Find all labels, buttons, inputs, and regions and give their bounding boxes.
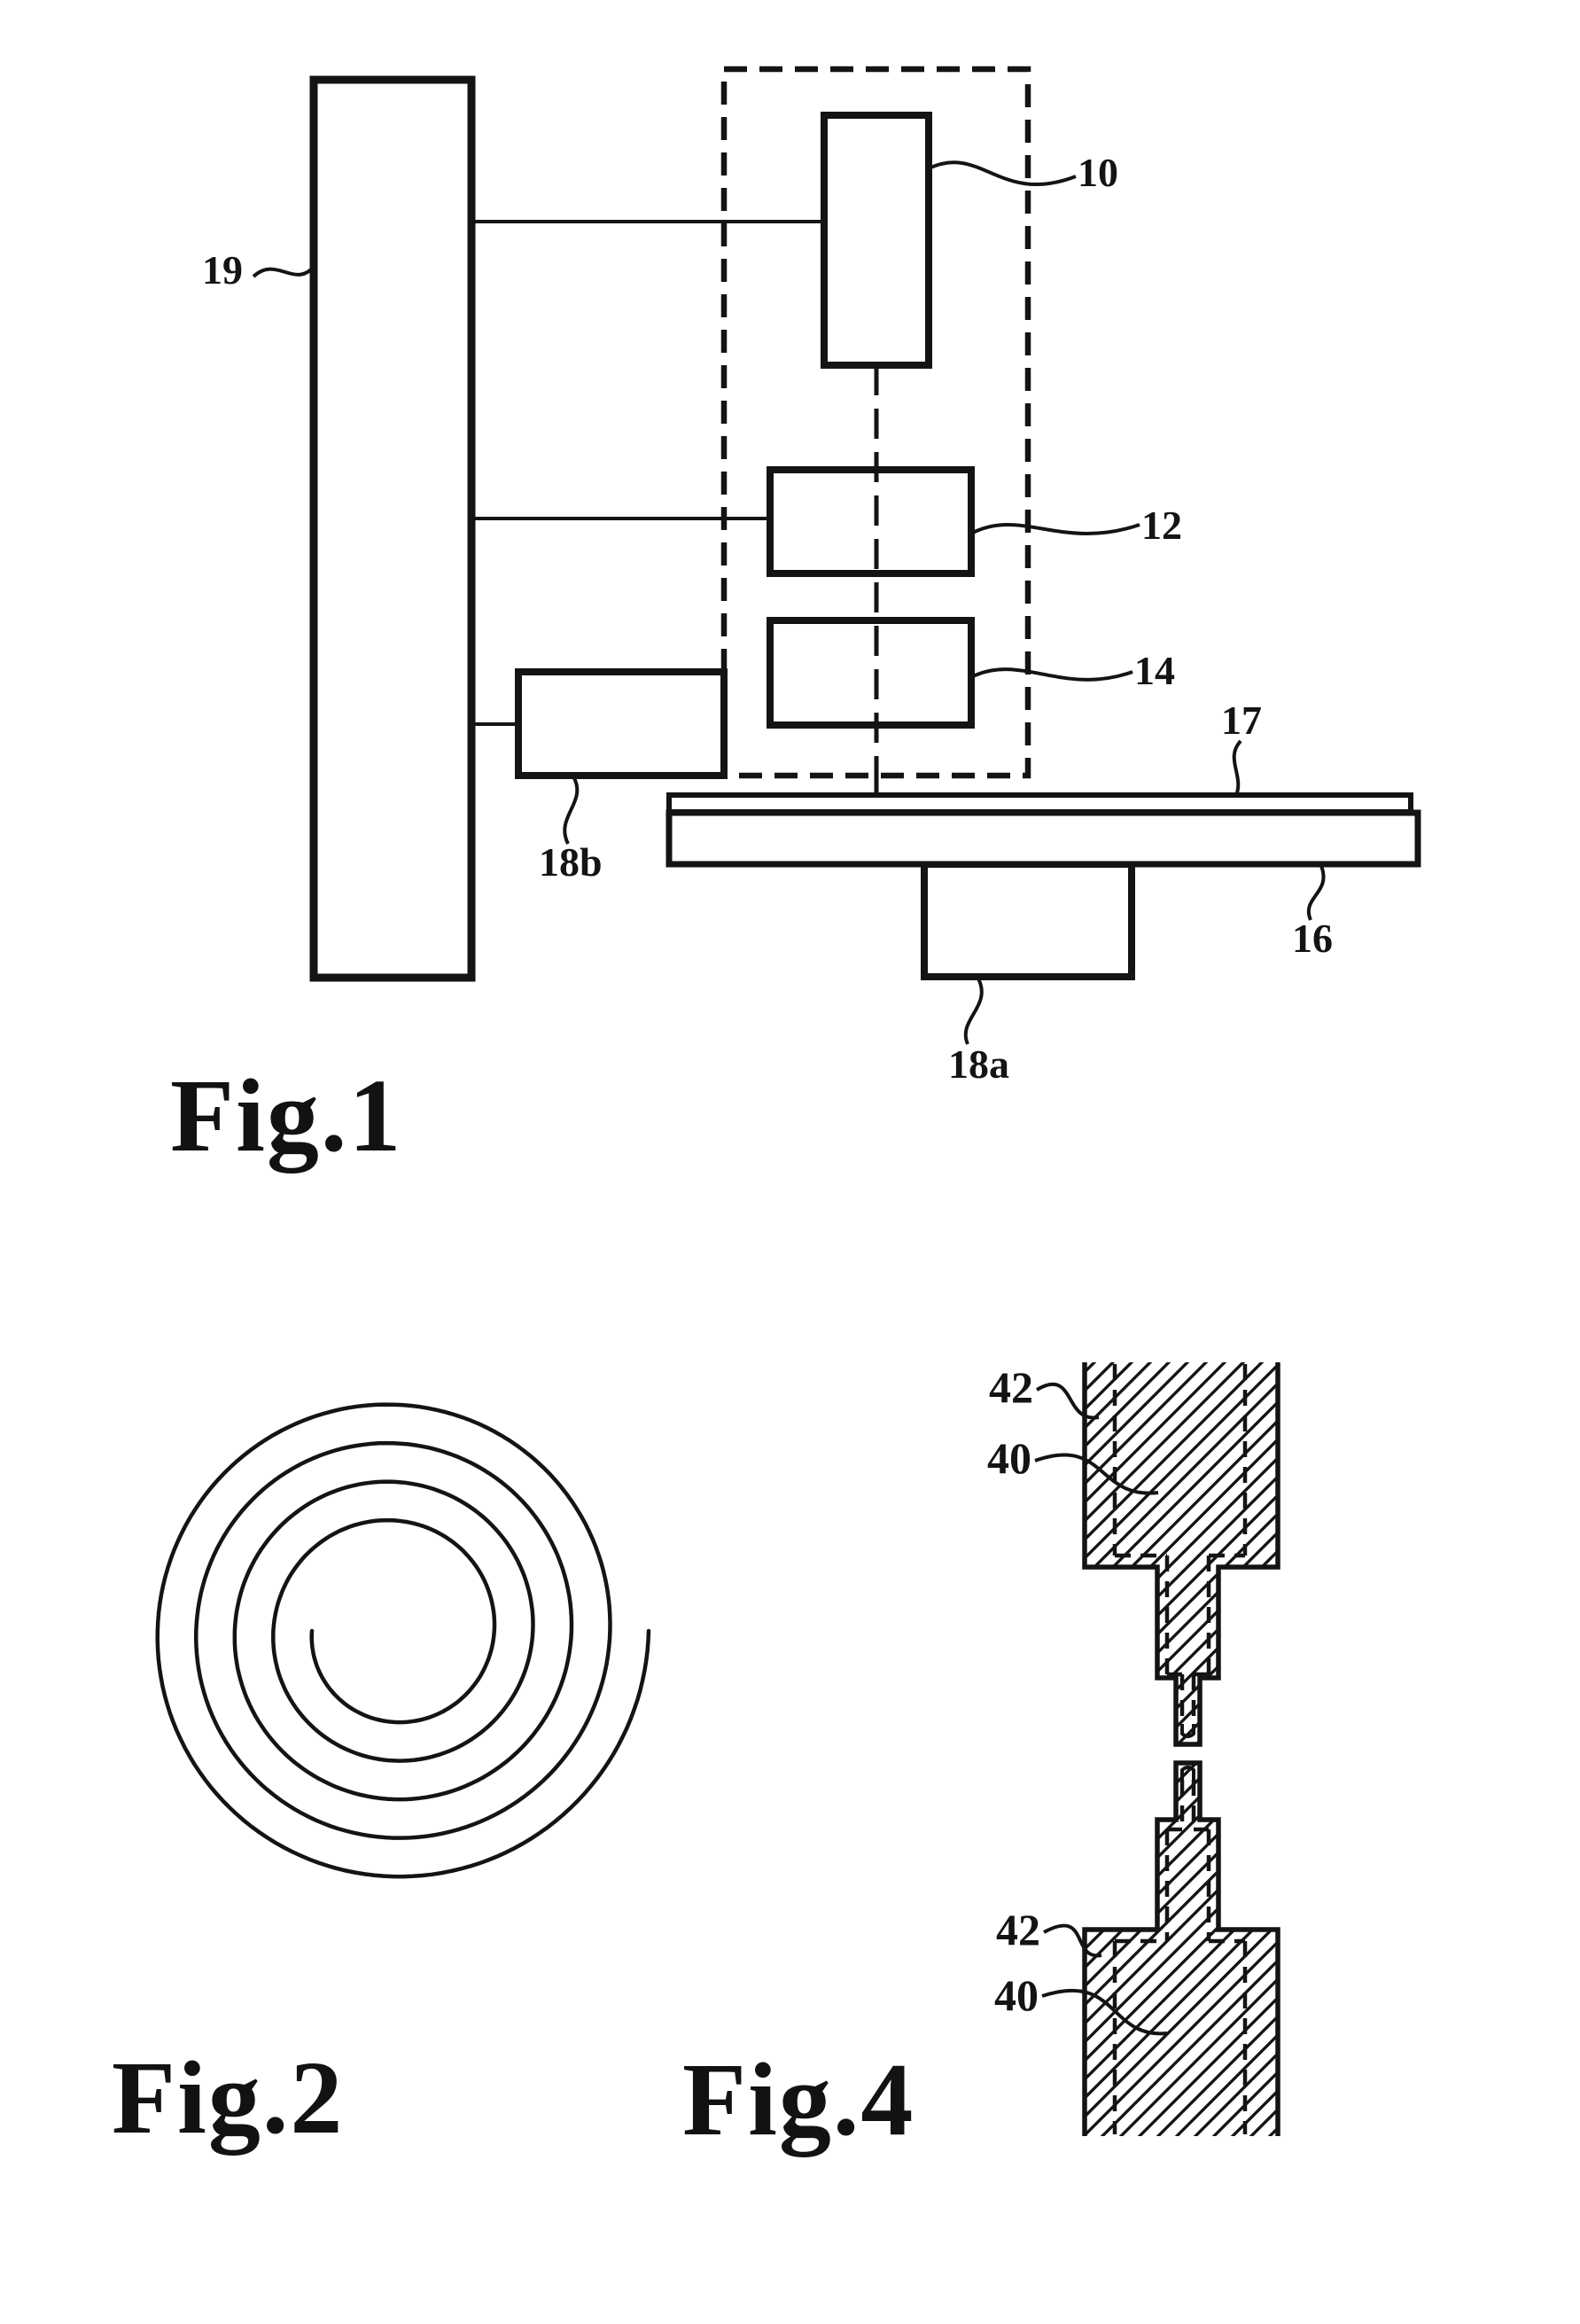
ref-label-10: 10 <box>1078 150 1118 195</box>
leader-14 <box>971 669 1132 680</box>
ref-label-bottom-42: 42 <box>996 1905 1040 1954</box>
ref-label-16: 16 <box>1292 916 1333 961</box>
ref-label-14: 14 <box>1134 648 1175 693</box>
fig1-controller-box-19 <box>314 80 471 978</box>
fig1-laser-box-10 <box>824 115 929 365</box>
fig1-drive-box-18b <box>518 672 724 776</box>
leader-10 <box>929 162 1076 184</box>
leader-16 <box>1309 866 1324 920</box>
fig1-caption: Fig.1 <box>170 1057 403 1174</box>
ref-label-top-42: 42 <box>989 1362 1033 1412</box>
ref-label-19: 19 <box>202 247 243 292</box>
ref-label-17: 17 <box>1221 698 1262 743</box>
fig1-support-table-16 <box>669 813 1418 864</box>
fig1-workpiece-sheet-17 <box>669 795 1411 812</box>
ref-label-12: 12 <box>1141 503 1182 548</box>
fig2-spiral-pattern <box>158 1405 649 1877</box>
fig4-caption: Fig.4 <box>682 2041 915 2157</box>
fig1-stage-block-18a <box>924 864 1132 977</box>
ref-label-18b: 18b <box>539 839 603 885</box>
fig2-spiral-path <box>158 1405 649 1877</box>
ref-label-18a: 18a <box>948 1041 1009 1087</box>
leader-12 <box>971 525 1140 534</box>
fig1-optics-box-12 <box>770 470 971 573</box>
ref-label-top-40: 40 <box>987 1433 1031 1483</box>
fig1-optics-box-14 <box>770 620 971 725</box>
fig4-nozzle-section <box>1035 1362 1278 2136</box>
leader-19 <box>253 267 314 277</box>
fig2-caption: Fig.2 <box>112 2039 345 2156</box>
leader-17 <box>1234 741 1241 796</box>
leader-18a <box>966 979 982 1044</box>
ref-label-bottom-40: 40 <box>994 1970 1039 2020</box>
fig1-schematic <box>253 69 1418 1044</box>
leader-18b <box>564 778 577 844</box>
